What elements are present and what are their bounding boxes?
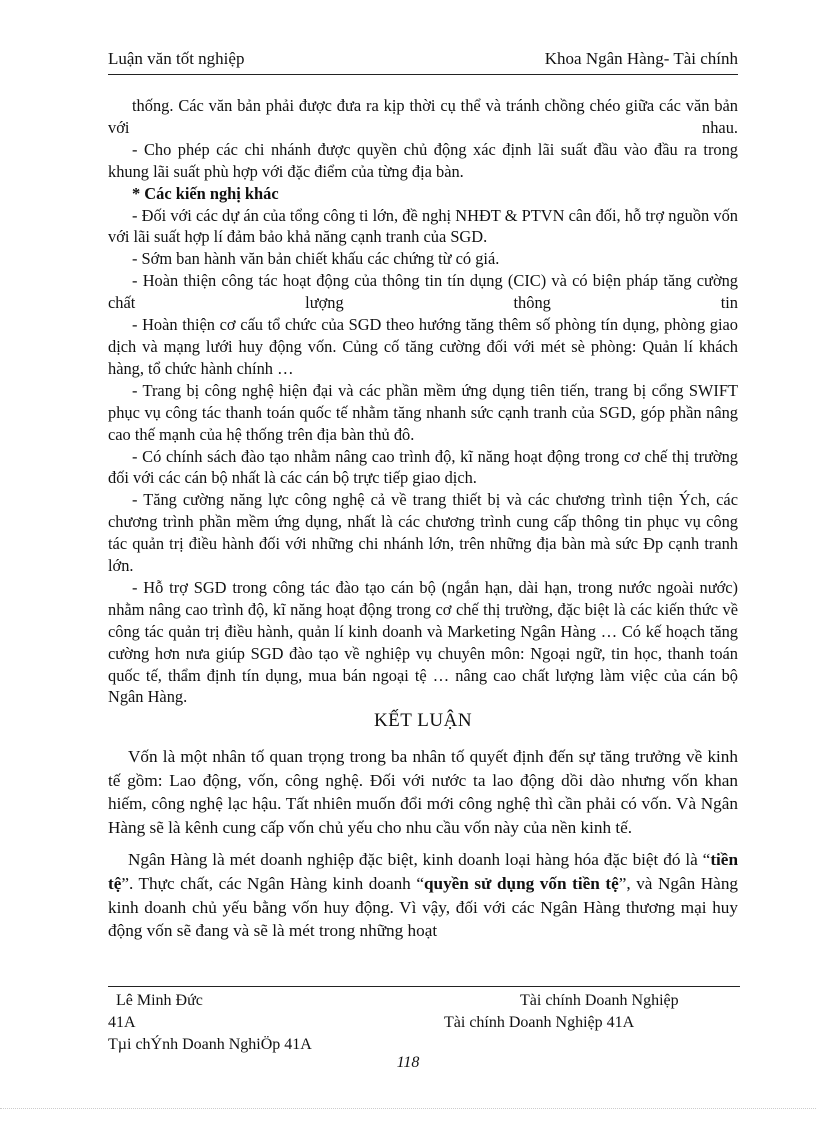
paragraph: - Trang bị công nghệ hiện đại và các phần mềm ứng dụng tiên tiến, trang bị cổng SWIFT phục vụ công tác thanh toán quốc tế nhằm tăng nhanh sức cạnh tranh của SGD, góp phần nâng cao thế mạnh của hệ thống trên địa bàn thủ đô. — [108, 380, 738, 444]
bold-term: quyền sử dụng vốn tiền tệ — [423, 873, 619, 893]
paragraph: - Sớm ban hành văn bản chiết khấu các chứng từ có giá. — [132, 249, 500, 269]
paragraph: - Cho phép các chi nhánh được quyền chủ động xác định lãi suất đầu vào đầu ra trong khung lãi suất phù hợp với đặc điểm của từng địa bàn. — [108, 139, 738, 181]
page-number: 118 — [396, 1054, 420, 1071]
bold-term: tiền tệ — [108, 850, 738, 893]
paragraph: - Hỗ trợ SGD trong công tác đào tạo cán bộ (ngắn hạn, dài hạn, trong nước ngoài nước) nhằm nâng cao trình độ, kĩ năng hoạt động trong cơ chế thị trường, đặc biệt là các kiến thức về công tác quản trị điều hành, quản lí kinh doanh và Marketing Ngân Hàng … Có kế hoạch tăng cường hơn nưa giúp SGD đào tạo về nghiệp vụ chuyên môn: Ngoại ngữ, tin học, thanh toán quốc tế, thẩm định tín dụng, mua bán ngoại tệ … nâng cao chất lượng làm việc của cán bộ Ngân Hàng. — [108, 577, 738, 707]
conclusion-title: KẾT LUẬN — [373, 710, 473, 731]
footer-author: Lê Minh Đức — [116, 992, 203, 1009]
footer-class: 41A — [108, 1014, 136, 1031]
footer-rule — [108, 986, 740, 987]
conclusion-paragraph: Vốn là một nhân tố quan trọng trong ba nhân tố quyết định đến sự tăng trưởng về kinh tế gồm: Lao động, vốn, công nghệ. Đối với nước ta lao động dồi dào nhưng vốn khan hiếm, công nghệ lạc hậu. Tất nhiên muốn đổi mới công nghệ thì cần phải có vốn. Và Ngân Hàng sẽ là kênh cung cấp vốn chủ yếu cho nhu cầu vốn này của nền kinh tế. — [108, 747, 738, 837]
header-left-title: Luận văn tốt nghiệp — [108, 49, 245, 68]
footer-department: Tài chính Doanh Nghiệp — [520, 992, 679, 1009]
header-right-title: Khoa Ngân Hàng- Tài chính — [544, 49, 738, 68]
paragraph: - Tăng cường năng lực công nghệ cả về trang thiết bị và các chương trình tiện Ých, các chương trình phần mềm ứng dụng, nhất là các chương trình cung cấp thông tin phục vụ công tác quản trị điều hành đối với những chi nhánh lớn, trên những địa bàn mà sức Ðp cạnh tranh lớn. — [108, 490, 738, 576]
paragraph: - Hoàn thiện cơ cấu tổ chức của SGD theo hướng tăng thêm số phòng tín dụng, phòng giao dịch và mạng lưới huy động vốn. Củng cố tăng cường đối với mét sè phòng: Quản lí khách hàng, tổ chức hành chính … — [108, 315, 738, 378]
paragraph: - Đối với các dự án của tổng công ti lớn, đề nghị NHĐT & PTVN cân đối, hỗ trợ nguồn vốn với lãi suất hợp lí đảm bảo khả năng cạnh tranh của SGD. — [108, 205, 738, 247]
document-body — [108, 95, 738, 708]
conclusion-section — [108, 745, 738, 952]
paragraph: - Có chính sách đào tạo nhằm nâng cao trình độ, kĩ năng hoạt động trong cơ chế thị trường đối với các cán bộ nhất là các cán bộ trực tiếp giao dịch. — [108, 446, 738, 488]
text-run: Ngân Hàng là mét doanh nghiệp đặc biệt, kinh doanh loại hàng hóa đặc biệt đó là “ — [128, 850, 711, 870]
text-run: ”, và Ngân Hàng kinh doanh chủ yếu bằng vốn huy động. Vì vậy, đối với các Ngân Hàng thương mại huy động vốn sẽ đang và sẽ là mét trong những hoạt — [108, 873, 739, 941]
conclusion-paragraph — [108, 848, 738, 942]
text-run: ”. Thực chất, các Ngân Hàng kinh doanh “ — [121, 873, 424, 893]
section-heading: * Các kiến nghị khác — [132, 183, 279, 203]
paragraph: thống. Các văn bản phải được đưa ra kịp thời cụ thể và tránh chồng chéo giữa các văn bản với nhau. — [108, 96, 738, 137]
page-edge — [0, 1108, 816, 1109]
paragraph: - Hoàn thiện công tác hoạt động của thông tin tín dụng (CIC) và có biện pháp tăng cường chất lượng thông tin — [108, 271, 738, 313]
footer-department-class: Tài chính Doanh Nghiệp 41A — [444, 1014, 635, 1031]
page-header — [108, 48, 738, 75]
footer-garbled-text: Tµi chÝnh Doanh NghiÖp 41A — [108, 1036, 312, 1053]
